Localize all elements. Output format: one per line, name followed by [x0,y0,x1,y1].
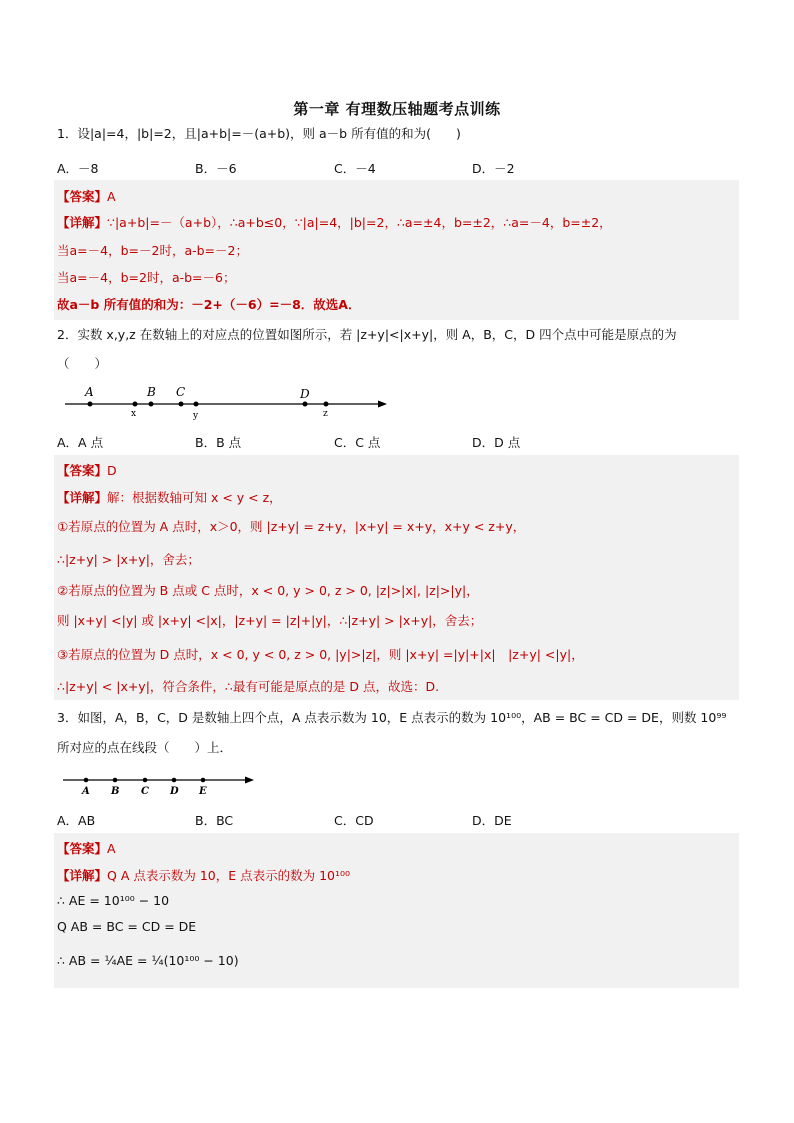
q3-stem-line-2: 所对应的点在线段（ ）上． [57,740,233,755]
q2-detail-line-6: ③若原点的位置为 D 点时，x < 0, y < 0, z > 0, |y|>|z|，则 |x+y| =|y|+|x| |z+y| <|y|， [57,647,584,662]
q2-stem-line-1: 2．实数 x,y,z 在数轴上的对应点的位置如图所示，若 |z+y|<|x+y|，则 A，B，C，D 四个点中可能是原点的为 [57,327,677,342]
page-title: 第一章 有理数压轴题考点训练 [293,100,501,118]
q3-option-c: C．CD [334,813,374,828]
q3-point-c [143,778,148,783]
q1-detail-line-4: 故a－b 所有值的和为：－2+（－6）=－8．故选A． [57,297,361,312]
q3-label-d: D [170,786,179,797]
q2-label-x: x [131,409,137,419]
q2-option-b: B．B 点 [195,435,242,450]
q2-point-a [88,402,93,407]
q3-answer: 【答案】A [57,841,116,856]
q1-option-c: C．－4 [334,161,376,176]
q3-stem-line-1: 3．如图，A，B，C，D 是数轴上四个点，A 点表示数为 10，E 点表示的数为 10¹⁰⁰，AB = BC = CD = DE，则数 10⁹⁹ [57,710,727,725]
q3-detail-line-2: ∴ AE = 10¹⁰⁰ − 10 [57,893,170,908]
q1-detail-line-3: 当a=－4，b=2时，a-b=－6； [57,270,236,285]
q3-label-b: B [111,786,120,797]
q2-number-line [60,380,395,422]
q3-label-a: A [82,786,90,797]
q2-detail-line-3: ∴|z+y| > |x+y|，舍去； [57,552,200,567]
q1-stem: 1．设|a|=4，|b|=2，且|a+b|=－(a+b)，则 a－b 所有值的和为( ) [57,126,461,141]
q2-label-c: C [176,385,186,399]
q3-label-e: E [199,786,207,797]
q2-option-a: A．A 点 [57,435,104,450]
q3-label-c: C [141,786,149,797]
q1-detail-line-2: 当a=－4，b=－2时，a-b=－2； [57,243,248,258]
q2-point-z [324,402,329,407]
q2-detail-line-7: ∴|z+y| < |x+y|，符合条件，∴最有可能是原点的是 D 点，故选：D. [57,679,440,694]
q2-option-d: D．D 点 [472,435,521,450]
q1-answer: 【答案】A [57,189,116,204]
q2-label-a: A [85,385,94,399]
q2-label-b: B [147,385,156,399]
q2-detail-line-2: ①若原点的位置为 A 点时，x＞0，则 |z+y| = z+y，|x+y| = x+y，x+y < z+y， [57,519,526,534]
q2-label-y: y [193,411,199,421]
q1-detail-line-1: 【详解】∵|a+b|=－（a+b），∴a+b≤0，∵|a|=4，|b|=2，∴a=±4，b=±2，∴a=－4，b=±2， [57,215,612,230]
q1-option-d: D．－2 [472,161,515,176]
q2-label-d: D [300,387,310,401]
q3-option-b: B．BC [195,813,234,828]
q3-option-d: D．DE [472,813,512,828]
q3-number-line [60,770,260,800]
q2-stem-line-2: （ ） [57,356,108,371]
q2-point-y [194,402,199,407]
q3-detail-line-4: ∴ AB = ¼AE = ¼(10¹⁰⁰ − 10) [57,953,239,968]
q2-answer: 【答案】D [57,463,117,478]
q3-detail-line-1: 【详解】Q A 点表示数为 10，E 点表示的数为 10¹⁰⁰ [57,868,351,883]
q2-point-d [303,402,308,407]
q1-option-b: B．－6 [195,161,237,176]
q3-detail-line-3: Q AB = BC = CD = DE [57,919,197,934]
q2-detail-line-5: 则 |x+y| <|y| 或 |x+y| <|x|，|z+y| = |z|+|y|，∴|z+y| > |x+y|，舍去； [57,613,483,628]
q2-option-c: C．C 点 [334,435,381,450]
q2-point-c [179,402,184,407]
q2-point-b [149,402,154,407]
q3-option-a: A．AB [57,813,96,828]
q3-point-d [172,778,177,783]
q3-point-b [113,778,118,783]
q2-detail-line-4: ②若原点的位置为 B 点或 C 点时，x < 0, y > 0, z > 0, |z|>|x|, |z|>|y|， [57,583,479,598]
q3-point-e [201,778,206,783]
q2-detail-line-1: 【详解】解：根据数轴可知 x < y < z， [57,490,282,505]
q1-option-a: A．－8 [57,161,99,176]
q2-point-x [133,402,138,407]
q2-label-z: z [323,409,328,419]
q3-point-a [84,778,89,783]
